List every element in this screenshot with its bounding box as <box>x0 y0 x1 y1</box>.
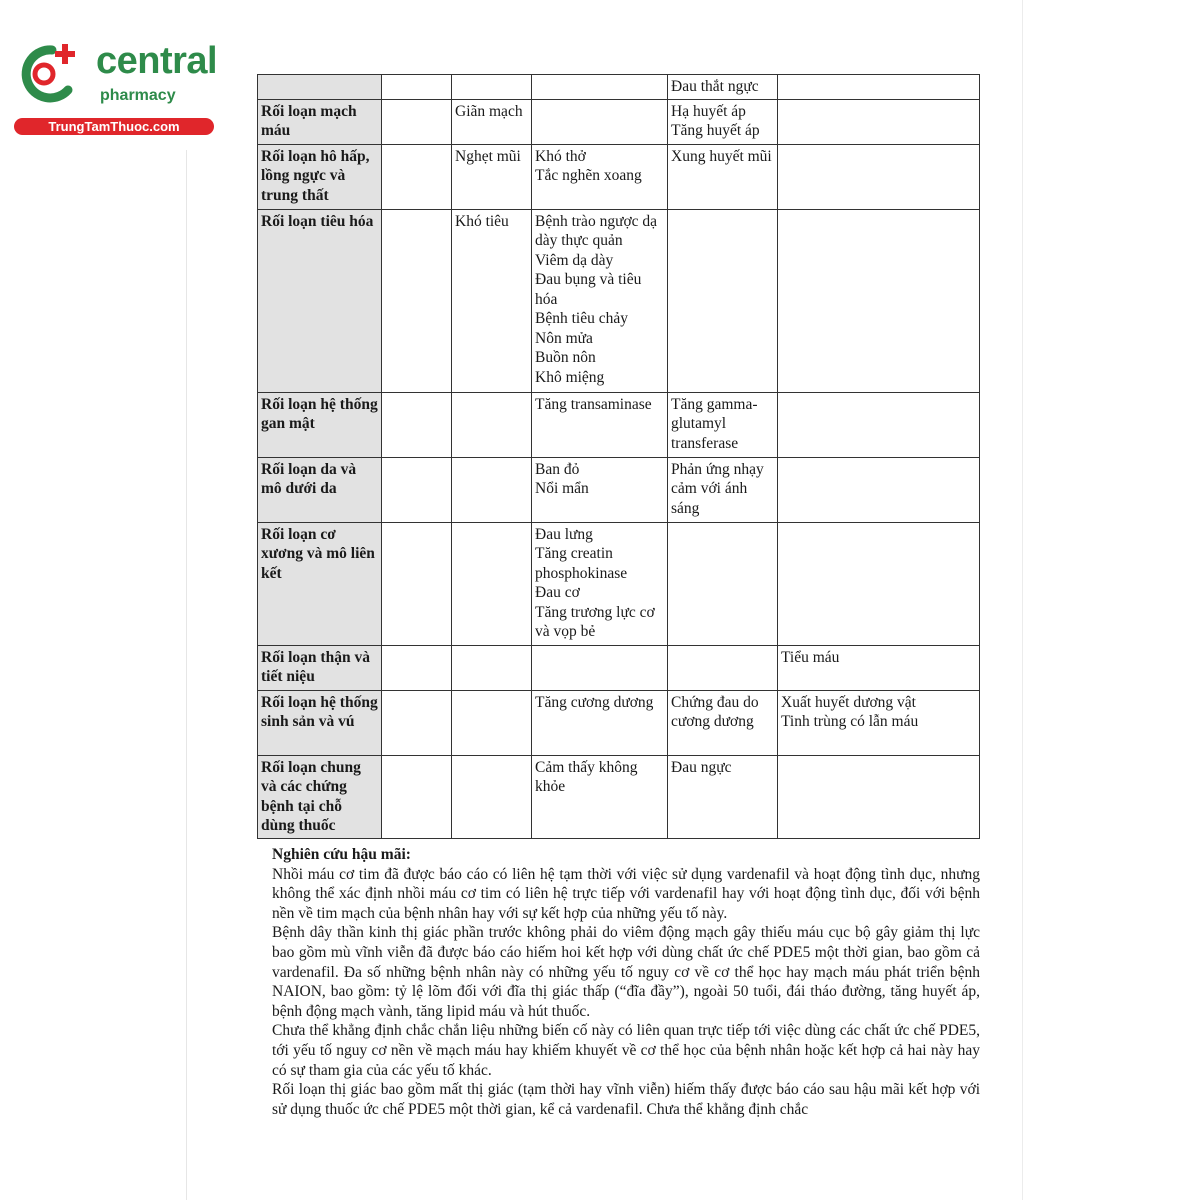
frequency-cell <box>668 755 778 838</box>
central-pharmacy-logo <box>10 38 218 138</box>
frequency-cell <box>382 457 452 522</box>
frequency-cell <box>668 457 778 522</box>
frequency-cell <box>382 755 452 838</box>
cell-line: Khô miệng <box>535 368 605 386</box>
cell-line: Khó thở <box>535 147 586 165</box>
paragraph: Chưa thể khẳng định chắc chắn liệu những biến cố này có liên quan trực tiếp tới việc dùng các chất ức chế PDE5, tới yếu tố nguy cơ nền về mạch máu hay khiếm khuyết về cơ thể học của bệnh nhân hoặc kết hợp cả hai này hay có sự tham gia của các yếu tố khác. <box>272 1022 980 1079</box>
frequency-cell <box>778 209 980 392</box>
cell-line: Tăng huyết áp <box>671 122 760 139</box>
frequency-cell <box>452 75 532 100</box>
cell-line: Xuất huyết dương vật <box>781 693 916 711</box>
frequency-cell <box>382 690 452 755</box>
frequency-cell <box>668 144 778 209</box>
frequency-cell <box>532 645 668 690</box>
table-row <box>258 457 980 522</box>
frequency-cell <box>452 522 532 645</box>
frequency-cell <box>778 99 980 144</box>
organ-class-cell: Rối loạn mạch máu <box>258 99 382 144</box>
cell-line: Buồn nôn <box>535 349 596 366</box>
central-logo-icon <box>10 40 90 104</box>
adverse-reactions-table <box>257 74 980 839</box>
cell-line: Khó tiêu <box>455 212 509 230</box>
frequency-cell <box>778 457 980 522</box>
frequency-cell <box>382 144 452 209</box>
frequency-cell <box>382 209 452 392</box>
cell-line: Ban đỏ <box>535 460 580 478</box>
frequency-cell <box>778 645 980 690</box>
organ-class-cell: Rối loạn cơ xương và mô liên kết <box>258 522 382 645</box>
organ-class-cell: Rối loạn chung và các chứng bệnh tại chỗ dùng thuốc <box>258 755 382 838</box>
cell-line: Nôn mửa <box>535 329 593 347</box>
frequency-cell <box>532 690 668 755</box>
frequency-cell <box>532 144 668 209</box>
brand-url-badge: TrungTamThuoc.com <box>14 118 214 135</box>
organ-class-cell: Rối loạn thận và tiết niệu <box>258 645 382 690</box>
frequency-cell <box>668 522 778 645</box>
frequency-cell <box>382 645 452 690</box>
frequency-cell <box>778 690 980 755</box>
frequency-cell <box>452 690 532 755</box>
frequency-cell <box>452 209 532 392</box>
table-row <box>258 755 980 838</box>
cell-line: Tiểu máu <box>781 648 840 666</box>
cell-line: Tăng gamma-glutamyl transferase <box>671 395 758 452</box>
page-edge-right <box>1022 0 1023 1200</box>
paragraph: Nhồi máu cơ tim đã được báo cáo có liên hệ tạm thời với việc sử dụng vardenafil và hoạt động tình dục, nhưng không thể xác định nhồi máu cơ tim có liên hệ trực tiếp với vardenafil hay với hoạt động tình dục, đối với bệnh nền về tim mạch của bệnh nhân hay với sự kết hợp của những yếu tố này. <box>272 865 980 922</box>
cell-line: Nghẹt mũi <box>455 147 521 165</box>
cell-line: Tăng transaminase <box>535 395 652 413</box>
frequency-cell <box>532 457 668 522</box>
cell-line: Đau lưng <box>535 525 593 543</box>
paragraph: Bệnh dây thần kinh thị giác phần trước không phải do viêm động mạch gây thiếu máu cục bộ gây giảm thị lực bao gồm mù vĩnh viễn đã được báo cáo hiếm hoi kết hợp với dùng chất ức chế PDE5 một thời gian, bao gồm cả vardenafil. Đa số những bệnh nhân này có những yếu tố nguy cơ về cơ thể học hay mạch máu phát triển bệnh NAION, bao gồm: tỷ lệ lõm đối với đĩa thị giác thấp (“đĩa đầy”), ngoài 50 tuổi, đái tháo đường, tăng huyết áp, bệnh động mạch vành, tăng lipid máu và hút thuốc. <box>272 924 980 1020</box>
frequency-cell <box>668 645 778 690</box>
organ-class-cell: Rối loạn da và mô dưới da <box>258 457 382 522</box>
cell-line: Bệnh trào ngược dạ dày thực quản <box>535 212 658 249</box>
cell-line: Đau thắt ngực <box>671 78 759 95</box>
table-row <box>258 392 980 457</box>
cell-line: Đau cơ <box>535 584 580 601</box>
frequency-cell <box>452 457 532 522</box>
cell-line: Viêm dạ dày <box>535 251 614 269</box>
cell-line: Tắc nghẽn xoang <box>535 167 642 184</box>
table-row <box>258 144 980 209</box>
cell-line: Đau ngực <box>671 758 732 776</box>
brand-subtitle: pharmacy <box>100 87 176 104</box>
frequency-cell <box>668 690 778 755</box>
table-row <box>258 690 980 755</box>
cell-line: Xung huyết mũi <box>671 147 772 165</box>
cell-line: Hạ huyết áp <box>671 102 746 120</box>
cell-line: Nổi mẩn <box>535 480 589 497</box>
frequency-cell <box>382 99 452 144</box>
organ-class-cell: Rối loạn hô hấp, lồng ngực và trung thất <box>258 144 382 209</box>
cell-line: Phản ứng nhạy cảm với ánh sáng <box>671 460 764 517</box>
cell-line: Đau bụng và tiêu hóa <box>535 271 642 308</box>
frequency-cell <box>532 75 668 100</box>
table-row <box>258 645 980 690</box>
table-row <box>258 209 980 392</box>
frequency-cell <box>452 144 532 209</box>
post-marketing-section <box>272 845 980 1119</box>
frequency-cell <box>382 522 452 645</box>
organ-class-cell: Rối loạn hệ thống sinh sản và vú <box>258 690 382 755</box>
organ-class-cell: Rối loạn tiêu hóa <box>258 209 382 392</box>
frequency-cell <box>532 522 668 645</box>
frequency-cell <box>668 99 778 144</box>
cell-line: Tăng creatin phosphokinase <box>535 545 628 582</box>
organ-class-cell: Rối loạn hệ thống gan mật <box>258 392 382 457</box>
frequency-cell <box>532 99 668 144</box>
frequency-cell <box>668 392 778 457</box>
frequency-cell <box>452 755 532 838</box>
cell-line: Tăng trương lực cơ và vọp bẻ <box>535 603 655 640</box>
frequency-cell <box>382 75 452 100</box>
frequency-cell <box>778 522 980 645</box>
organ-class-cell <box>258 75 382 100</box>
brand-name: central <box>96 40 218 82</box>
table-row <box>258 75 980 100</box>
cell-line: Giãn mạch <box>455 102 523 120</box>
cell-line: Tăng cương dương <box>535 693 654 711</box>
frequency-cell <box>668 75 778 100</box>
frequency-cell <box>778 144 980 209</box>
frequency-cell <box>532 755 668 838</box>
paragraph: Rối loạn thị giác bao gồm mất thị giác (tạm thời hay vĩnh viễn) hiếm thấy được báo cáo sau hậu mãi kết hợp với sử dụng thuốc ức chế PDE5 một thời gian, kể cả vardenafil. Chưa thể khẳng định chắc <box>272 1081 980 1118</box>
frequency-cell <box>778 755 980 838</box>
cell-line: Tinh trùng có lẫn máu <box>781 713 919 730</box>
frequency-cell <box>452 99 532 144</box>
frequency-cell <box>382 392 452 457</box>
page-edge-left <box>186 150 187 1200</box>
section-heading: Nghiên cứu hậu mãi: <box>272 846 411 863</box>
table-row <box>258 99 980 144</box>
frequency-cell <box>778 75 980 100</box>
frequency-cell <box>668 209 778 392</box>
table-row <box>258 522 980 645</box>
frequency-cell <box>452 392 532 457</box>
cell-line: Cảm thấy không khỏe <box>535 758 638 795</box>
cell-line: Chứng đau do cương dương <box>671 693 759 730</box>
frequency-cell <box>532 209 668 392</box>
frequency-cell <box>452 645 532 690</box>
frequency-cell <box>532 392 668 457</box>
cell-line: Bệnh tiêu chảy <box>535 310 628 327</box>
frequency-cell <box>778 392 980 457</box>
